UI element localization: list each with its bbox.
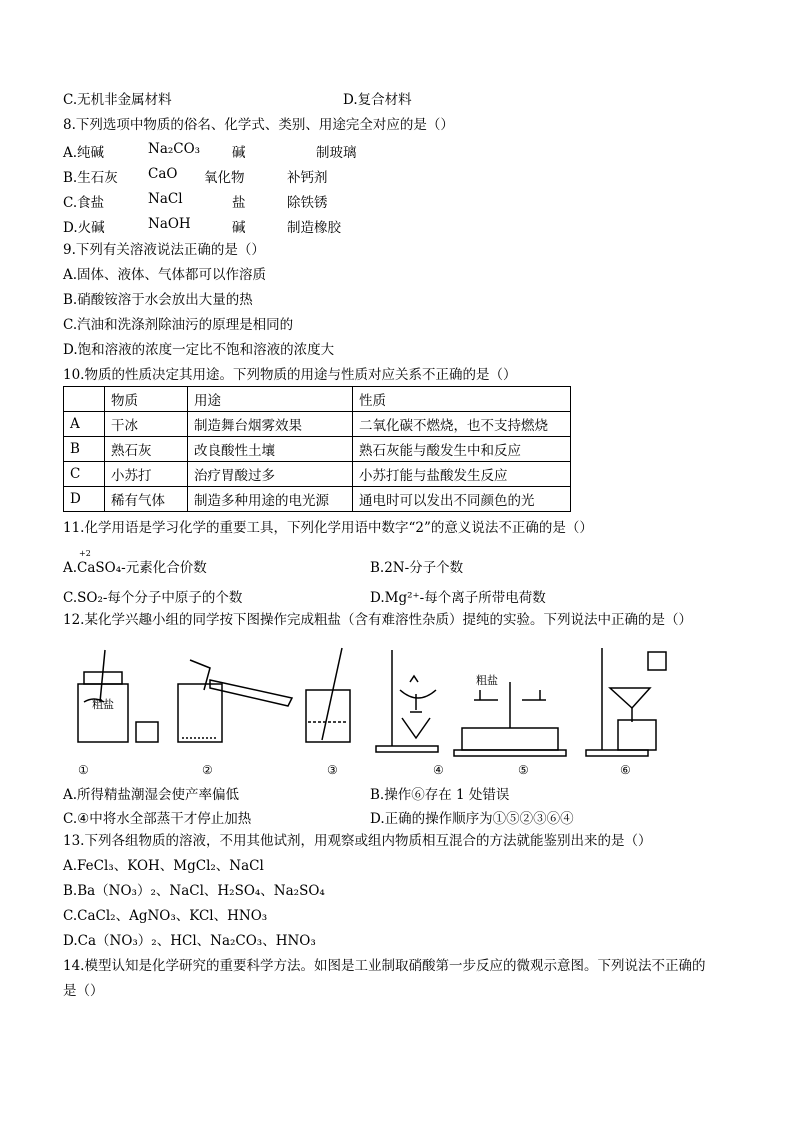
reagent-jar-icon bbox=[78, 650, 158, 742]
q7-option-d: D.复合材料 bbox=[343, 92, 412, 108]
q13-option-c: C.CaCl₂、AgNO₃、KCl、HNO₃ bbox=[63, 908, 268, 924]
table-row bbox=[64, 487, 571, 512]
table-cell: 熟石灰 bbox=[105, 437, 188, 462]
option-letter: A. bbox=[63, 560, 78, 576]
q11-stem: 11.化学用语是学习化学的重要工具，下列化学用语中数字“2”的意义说法不正确的是（） bbox=[63, 520, 593, 536]
q12-option-b: B.操作⑥存在 1 处错误 bbox=[370, 787, 510, 803]
filtration-icon bbox=[586, 648, 666, 756]
q8-opt-d-formula: NaOH bbox=[148, 216, 191, 232]
table-cell: A bbox=[64, 412, 105, 437]
table-cell: 改良酸性土壤 bbox=[188, 437, 353, 462]
q9-option-a: A.固体、液体、气体都可以作溶质 bbox=[63, 267, 267, 283]
q9-option-d: D.饱和溶液的浓度一定比不饱和溶液的浓度大 bbox=[63, 342, 335, 358]
table-cell: 稀有气体 bbox=[105, 487, 188, 512]
table-cell: 性质 bbox=[353, 387, 571, 412]
q8-opt-a-formula: Na₂CO₃ bbox=[148, 141, 201, 157]
q13-option-a: A.FeCl₃、KOH、MgCl₂、NaCl bbox=[63, 858, 264, 874]
figure-label: ① bbox=[78, 763, 89, 777]
q12-option-d: D.正确的操作顺序为①⑤②③⑥④ bbox=[370, 811, 574, 827]
stirring-icon bbox=[306, 648, 350, 742]
figure-label: ⑥ bbox=[620, 763, 631, 777]
q9-stem: 9.下列有关溶液说法正确的是（） bbox=[63, 242, 265, 258]
table-cell: C bbox=[64, 462, 105, 487]
table-header-row bbox=[64, 387, 571, 412]
table-cell: 用途 bbox=[188, 387, 353, 412]
table-cell: D bbox=[64, 487, 105, 512]
figure-label: ③ bbox=[327, 763, 338, 777]
figure-label: ⑤ bbox=[518, 763, 529, 777]
table-row bbox=[64, 437, 571, 462]
valence-mark: +2 bbox=[79, 549, 91, 558]
q8-opt-d-class: 碱 bbox=[232, 220, 246, 236]
q8-opt-a-name: A.纯碱 bbox=[63, 145, 105, 161]
q12-stem: 12.某化学兴趣小组的同学按下图操作完成粗盐（含有难溶性杂质）提纯的实验。下列说法中正确的是（） bbox=[63, 612, 692, 628]
q11-option-d: D.Mg²⁺-每个离子所带电荷数 bbox=[370, 590, 546, 606]
balance-label: 粗盐 bbox=[476, 674, 498, 687]
q13-option-d: D.Ca（NO₃）₂、HCl、Na₂CO₃、HNO₃ bbox=[63, 933, 316, 949]
table-row bbox=[64, 462, 571, 487]
q8-opt-d-use: 制造橡胶 bbox=[287, 220, 341, 236]
figure-label: ④ bbox=[433, 763, 444, 777]
q12-option-a: A.所得精盐潮湿会使产率偏低 bbox=[63, 787, 240, 803]
table-cell: 干冰 bbox=[105, 412, 188, 437]
q13-option-b: B.Ba（NO₃）₂、NaCl、H₂SO₄、Na₂SO₄ bbox=[63, 883, 325, 899]
q8-opt-b-class: 氧化物 bbox=[204, 170, 245, 186]
q13-stem: 13.下列各组物质的溶液，不用其他试剂，用观察或组内物质相互混合的方法就能鉴别出来的是（） bbox=[63, 833, 652, 849]
table-cell: 治疗胃酸过多 bbox=[188, 462, 353, 487]
table-cell: 制造多种用途的电光源 bbox=[188, 487, 353, 512]
table-cell bbox=[64, 387, 105, 412]
balance-icon bbox=[454, 682, 566, 756]
table-row bbox=[64, 412, 571, 437]
q8-opt-d-name: D.火碱 bbox=[63, 220, 105, 236]
q11-option-b: B.2N-分子个数 bbox=[370, 560, 464, 576]
q10-stem: 10.物质的性质决定其用途。下列物质的用途与性质对应关系不正确的是（） bbox=[63, 367, 517, 383]
table-cell: 小苏打能与盐酸发生反应 bbox=[353, 462, 571, 487]
q12-option-c: C.④中将水全部蒸干才停止加热 bbox=[63, 811, 252, 827]
option-text: -元素化合价数 bbox=[121, 560, 207, 576]
figure-label: ② bbox=[202, 763, 213, 777]
q8-stem: 8.下列选项中物质的俗名、化学式、类别、用途完全对应的是（） bbox=[63, 117, 454, 133]
q8-opt-a-class: 碱 bbox=[232, 145, 246, 161]
q8-opt-c-formula: NaCl bbox=[148, 191, 183, 207]
table-cell: 小苏打 bbox=[105, 462, 188, 487]
table-cell: 二氧化碳不燃烧，也不支持燃烧 bbox=[353, 412, 571, 437]
q7-option-c: C.无机非金属材料 bbox=[63, 92, 172, 108]
q8-opt-c-class: 盐 bbox=[232, 195, 246, 211]
table-cell: 制造舞台烟雾效果 bbox=[188, 412, 353, 437]
table-cell: 熟石灰能与酸发生中和反应 bbox=[353, 437, 571, 462]
q9-option-c: C.汽油和洗涤剂除油污的原理是相同的 bbox=[63, 317, 294, 333]
q8-opt-b-name: B.生石灰 bbox=[63, 170, 118, 186]
q14-stem-cont: 是（） bbox=[63, 983, 104, 999]
q8-opt-c-use: 除铁锈 bbox=[287, 195, 328, 211]
formula: CaSO₄ bbox=[77, 560, 122, 576]
q10-table bbox=[63, 386, 571, 512]
q11-option-c: C.SO₂-每个分子中原子的个数 bbox=[63, 590, 243, 606]
jar-label: 粗盐 bbox=[92, 698, 114, 711]
table-cell: B bbox=[64, 437, 105, 462]
table-cell: 通电时可以发出不同颜色的光 bbox=[353, 487, 571, 512]
q8-opt-b-use: 补钙剂 bbox=[287, 170, 328, 186]
q8-opt-a-use: 制玻璃 bbox=[316, 145, 357, 161]
q9-option-b: B.硝酸铵溶于水会放出大量的热 bbox=[63, 292, 253, 308]
q11-option-a bbox=[63, 549, 207, 576]
evaporation-icon bbox=[376, 650, 438, 752]
q14-stem: 14.模型认知是化学研究的重要科学方法。如图是工业制取硝酸第一步反应的微观示意图。下列说法不正确的 bbox=[63, 958, 706, 974]
pouring-icon bbox=[178, 660, 292, 742]
q8-opt-b-formula: CaO bbox=[148, 166, 178, 182]
q8-opt-c-name: C.食盐 bbox=[63, 195, 105, 211]
salt-purification-figure bbox=[70, 642, 690, 762]
table-cell: 物质 bbox=[105, 387, 188, 412]
